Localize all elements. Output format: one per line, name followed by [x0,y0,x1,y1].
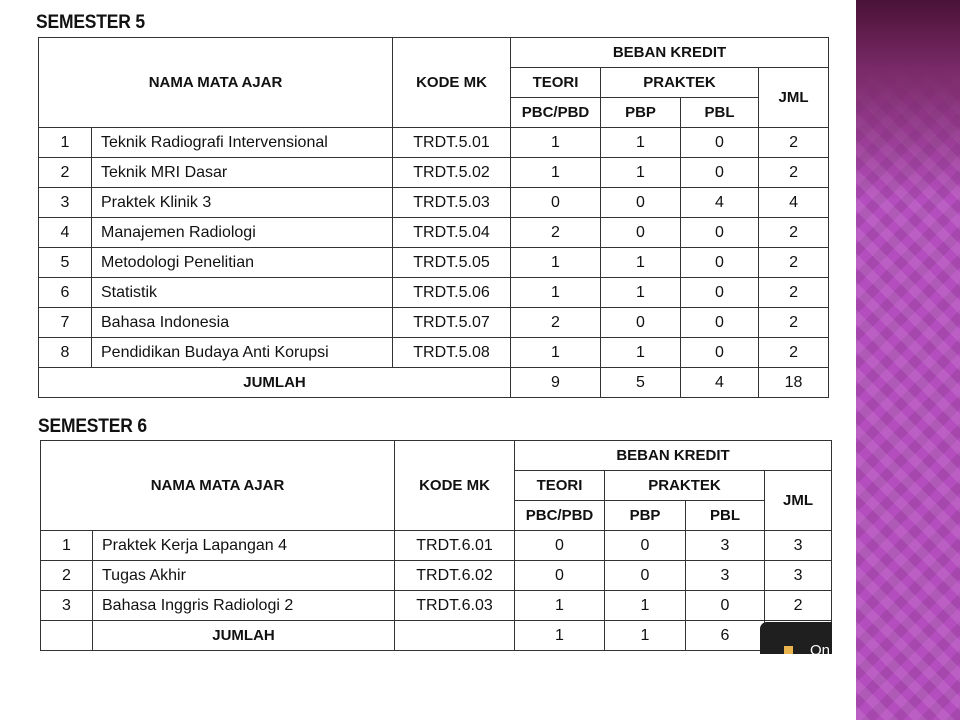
credit-pbc: 1 [511,338,601,368]
course-code: TRDT.6.01 [395,531,515,561]
header-pbp: PBP [601,98,681,128]
credit-pbl: 0 [681,248,759,278]
semester-6-rows [41,531,832,621]
header-nama-mata-ajar: NAMA MATA AJAR [39,38,393,128]
semester-6-title: SEMESTER 6 [38,416,147,437]
credit-jml: 3 [765,561,832,591]
overlay-popup[interactable] [760,622,832,654]
credit-pbp: 0 [601,218,681,248]
bookmark-icon [784,646,793,654]
credit-pbp: 1 [601,158,681,188]
credit-jml: 2 [765,591,832,621]
credit-pbl: 4 [681,188,759,218]
table-row [39,158,829,188]
course-name: Statistik [92,278,393,308]
total-pbp: 1 [605,621,686,651]
total-empty-cell [395,621,515,651]
header-jml: JML [765,471,832,531]
semester-5-title: SEMESTER 5 [36,12,145,33]
row-number: 1 [41,531,93,561]
credit-pbc: 0 [511,188,601,218]
course-code: TRDT.5.03 [393,188,511,218]
row-number: 8 [39,338,92,368]
course-code: TRDT.5.06 [393,278,511,308]
row-number: 4 [39,218,92,248]
credit-jml: 2 [759,278,829,308]
row-number: 3 [41,591,93,621]
total-pbc: 1 [515,621,605,651]
table-row [41,561,832,591]
table-row [41,591,832,621]
credit-pbl: 3 [686,531,765,561]
course-code: TRDT.5.07 [393,308,511,338]
semester-5-rows [39,128,829,368]
header-pbl: PBL [686,501,765,531]
total-row [41,621,832,651]
header-teori: TEORI [511,68,601,98]
credit-jml: 2 [759,158,829,188]
semester-6-table [40,440,832,651]
row-number: 1 [39,128,92,158]
header-pbc-pbd: PBC/PBD [511,98,601,128]
credit-jml: 2 [759,308,829,338]
row-number: 6 [39,278,92,308]
table-row [39,128,829,158]
credit-pbc: 1 [511,248,601,278]
credit-pbl: 3 [686,561,765,591]
credit-pbc: 1 [511,128,601,158]
credit-pbp: 0 [601,308,681,338]
course-name: Manajemen Radiologi [92,218,393,248]
crop-area [740,654,856,720]
header-pbc-pbd: PBC/PBD [515,501,605,531]
total-label: JUMLAH [39,368,511,398]
credit-jml: 2 [759,338,829,368]
credit-pbc: 1 [511,158,601,188]
course-name: Teknik Radiografi Intervensional [92,128,393,158]
total-label: JUMLAH [93,621,395,651]
row-number: 2 [41,561,93,591]
header-kode-mk: KODE MK [393,38,511,128]
credit-pbl: 0 [681,128,759,158]
header-praktek: PRAKTEK [605,471,765,501]
course-code: TRDT.6.02 [395,561,515,591]
header-pbp: PBP [605,501,686,531]
table-row [39,308,829,338]
credit-pbl: 0 [681,308,759,338]
credit-pbp: 1 [601,248,681,278]
table-row [39,218,829,248]
credit-pbp: 1 [605,591,686,621]
course-name: Teknik MRI Dasar [92,158,393,188]
semester-5-table [38,37,829,398]
credit-pbl: 0 [681,338,759,368]
header-beban-kredit: BEBAN KREDIT [515,441,832,471]
credit-pbl: 0 [686,591,765,621]
credit-pbp: 0 [601,188,681,218]
course-code: TRDT.6.03 [395,591,515,621]
table-row [39,188,829,218]
credit-pbp: 1 [601,338,681,368]
course-name: Bahasa Indonesia [92,308,393,338]
table-row [41,531,832,561]
course-code: TRDT.5.02 [393,158,511,188]
header-beban-kredit: BEBAN KREDIT [511,38,829,68]
course-name: Tugas Akhir [93,561,395,591]
course-code: TRDT.5.04 [393,218,511,248]
decorative-side-panel [856,0,960,720]
credit-pbc: 0 [515,561,605,591]
row-number: 7 [39,308,92,338]
header-praktek: PRAKTEK [601,68,759,98]
table-row [39,278,829,308]
credit-pbl: 0 [681,278,759,308]
credit-jml: 2 [759,248,829,278]
total-pbl: 6 [686,621,765,651]
credit-pbp: 1 [601,128,681,158]
credit-pbc: 1 [515,591,605,621]
credit-pbc: 1 [511,278,601,308]
row-number: 5 [39,248,92,278]
course-code: TRDT.5.01 [393,128,511,158]
credit-pbc: 0 [515,531,605,561]
row-number: 2 [39,158,92,188]
total-pbc: 9 [511,368,601,398]
course-name: Pendidikan Budaya Anti Korupsi [92,338,393,368]
header-teori: TEORI [515,471,605,501]
credit-jml: 2 [759,128,829,158]
credit-pbp: 0 [605,531,686,561]
course-name: Praktek Klinik 3 [92,188,393,218]
header-jml: JML [759,68,829,128]
header-pbl: PBL [681,98,759,128]
credit-pbl: 0 [681,158,759,188]
total-pbp: 5 [601,368,681,398]
credit-jml: 3 [765,531,832,561]
course-name: Metodologi Penelitian [92,248,393,278]
course-name: Praktek Kerja Lapangan 4 [93,531,395,561]
total-jml: 18 [759,368,829,398]
total-pbl: 4 [681,368,759,398]
course-name: Bahasa Inggris Radiologi 2 [93,591,395,621]
header-kode-mk: KODE MK [395,441,515,531]
header-nama-mata-ajar: NAMA MATA AJAR [41,441,395,531]
overlay-text: On [810,642,831,654]
total-empty-cell [41,621,93,651]
credit-jml: 4 [759,188,829,218]
credit-pbc: 2 [511,218,601,248]
credit-pbl: 0 [681,218,759,248]
credit-jml: 2 [759,218,829,248]
credit-pbp: 0 [605,561,686,591]
credit-pbp: 1 [601,278,681,308]
course-code: TRDT.5.05 [393,248,511,278]
table-row [39,248,829,278]
course-code: TRDT.5.08 [393,338,511,368]
row-number: 3 [39,188,92,218]
total-row [39,368,829,398]
credit-pbc: 2 [511,308,601,338]
table-row [39,338,829,368]
